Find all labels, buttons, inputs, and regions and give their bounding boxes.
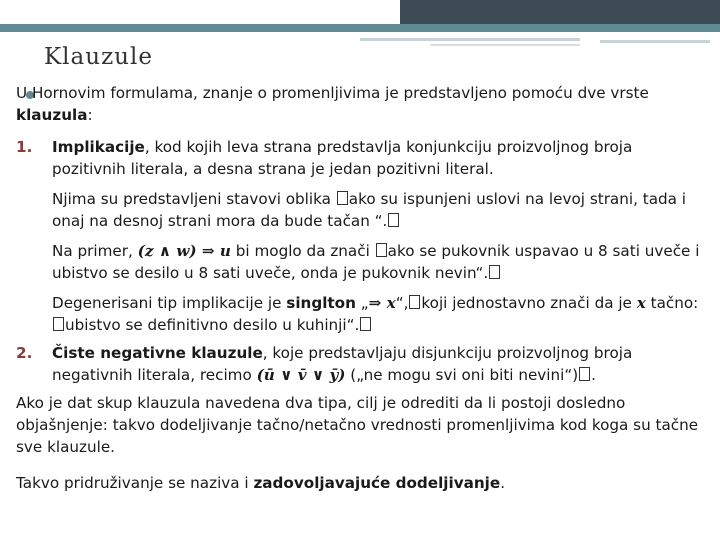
- formula: (ū ∨ v̄ ∨ ȳ): [256, 366, 346, 384]
- list-item-body: [52, 136, 706, 180]
- text-span: „: [355, 294, 369, 312]
- implications-text: , kod kojih leva strana predstavlja konjunkciju proizvoljnog broja pozitivnih literala, a desna strana je jedan pozitivni literal.: [52, 138, 633, 178]
- accent-bar: [0, 24, 720, 32]
- decor-line: [600, 40, 710, 43]
- text-span: .: [500, 474, 506, 492]
- missing-glyph-icon: [376, 243, 387, 257]
- text-span: .: [591, 366, 596, 384]
- list-item-implications: [16, 136, 706, 180]
- intro-paragraph: [16, 82, 706, 126]
- list-item-negative-clauses: [16, 342, 706, 386]
- text-span: bi moglo da znači: [230, 242, 375, 260]
- term-satisfying-assignment: zadovoljavajuće dodeljivanje: [253, 474, 501, 492]
- text-span: Degenerisani tip implikacije je: [52, 294, 287, 312]
- implications-definition: [52, 136, 706, 180]
- implications-para-3: [52, 292, 706, 336]
- intro-text: U Hornovim formulama, znanje o promenljivima je predstavljeno pomoću dve vrste: [16, 84, 649, 102]
- term-implications: Implikacije: [52, 138, 145, 156]
- negative-clauses-definition: [52, 342, 706, 386]
- list-number: 2.: [16, 344, 33, 362]
- outro-paragraph: Ako je dat skup klauzula navedena dva tipa, cilj je odrediti da li postoji dosledno objašnjenje: takvo dodeljivanje tačno/netačno vrednosti promenljivima kod koga su tačne sve klauzule.: [16, 394, 699, 456]
- top-dark-bar: [400, 0, 720, 24]
- list-item-body: [52, 342, 706, 386]
- missing-glyph-icon: [388, 213, 399, 227]
- text-span: ubistvo se definitivno desilo u kuhinji“.: [65, 316, 360, 334]
- text-span: , koje predstavljaju disjunkciju proizvoljnog broja negativnih literala, recimo: [52, 344, 633, 384]
- missing-glyph-icon: [337, 191, 348, 205]
- formula: x: [636, 294, 646, 312]
- text-span: koji jednostavno znači da je: [421, 294, 637, 312]
- missing-glyph-icon: [489, 265, 500, 279]
- missing-glyph-icon: [409, 295, 420, 309]
- implications-para-1: [52, 188, 706, 232]
- text-span: ako se pukovnik uspavao u 8 sati uveče i ubistvo se desilo u 8 sati uveče, onda je pukovnik nevin“.: [52, 242, 700, 282]
- slide-title: Klauzule: [44, 44, 153, 70]
- text-span: Takvo pridruživanje se naziva i: [16, 474, 254, 492]
- text-span: („ne mogu svi oni biti nevini“): [345, 366, 579, 384]
- slide-body: [16, 82, 706, 494]
- closing-paragraph: [16, 472, 706, 494]
- list-number: 1.: [16, 138, 33, 156]
- formula: ⇒ x: [368, 294, 396, 312]
- implications-para-2: [52, 240, 706, 284]
- text-span: ako su ispunjeni uslovi na levoj strani, tada i onaj na desnoj strani mora da bude tačan “.: [52, 190, 686, 230]
- decor-line: [430, 44, 580, 46]
- missing-glyph-icon: [579, 367, 590, 381]
- intro-term: klauzula: [16, 106, 88, 124]
- formula: (z ∧ w) ⇒ u: [137, 242, 231, 260]
- text-span: tačno:: [645, 294, 699, 312]
- text-span: Njima su predstavljeni stavovi oblika: [52, 190, 336, 208]
- intro-suffix: :: [87, 106, 93, 124]
- text-span: “,: [395, 294, 409, 312]
- missing-glyph-icon: [53, 317, 64, 331]
- term-negative-clauses: Čiste negativne klauzule: [52, 344, 263, 362]
- missing-glyph-icon: [360, 317, 371, 331]
- decor-line: [360, 38, 580, 41]
- text-span: Na primer,: [52, 242, 138, 260]
- term-singleton: singlton: [286, 294, 356, 312]
